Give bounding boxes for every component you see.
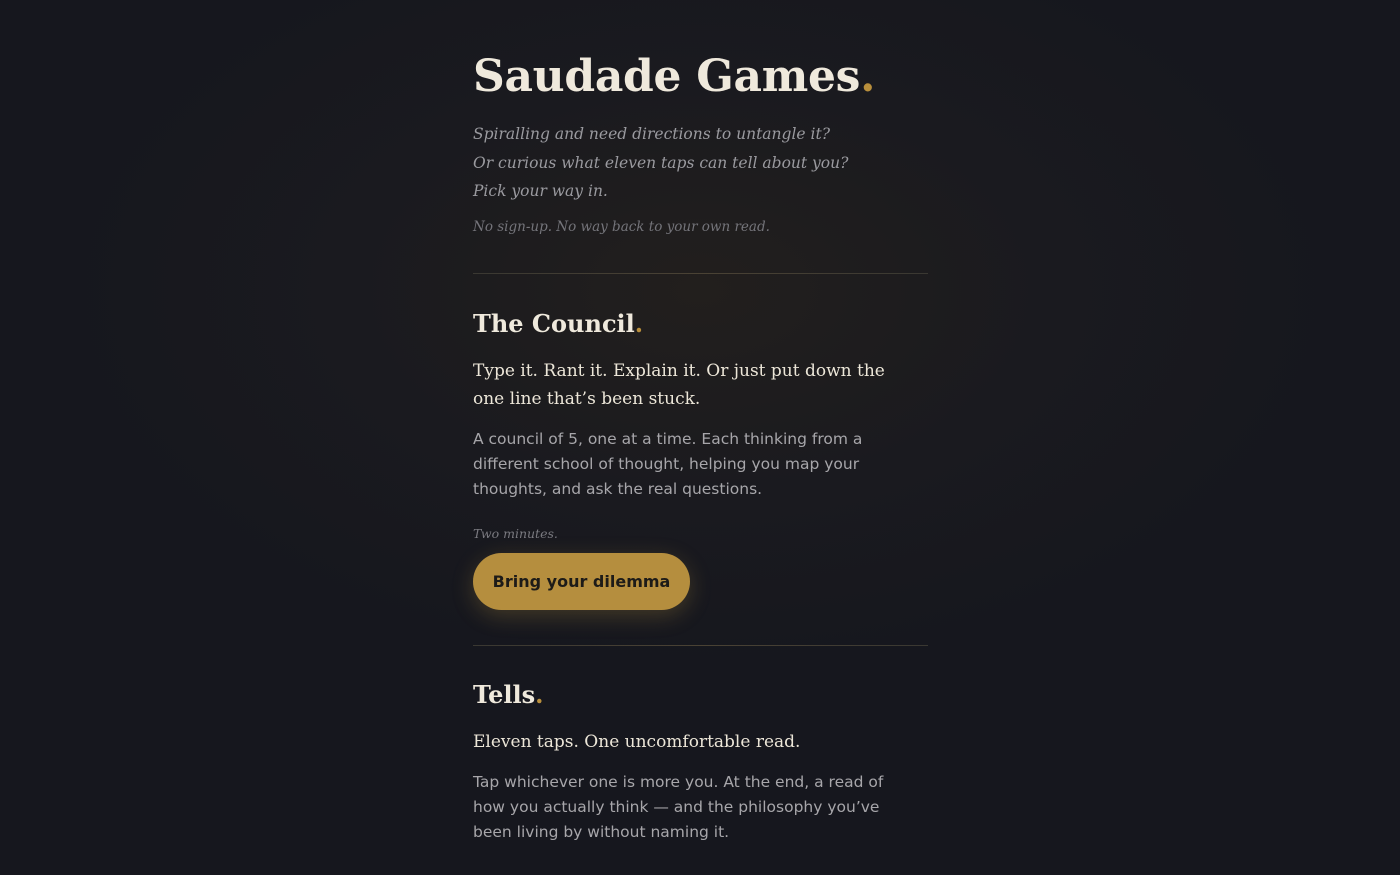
council-duration: Two minutes. [473,525,558,541]
tells-description: Tap whichever one is more you. At the end, a read of how you actually think — and the philosophy you’ve been living by without naming it. [473,772,884,841]
section-divider [473,645,928,646]
council-description: A council of 5, one at a time. Each thinking from a different school of thought, helping you map your thoughts, and ask the real questions. [473,429,863,498]
disclaimer: No sign-up. No way back to your own read. [473,218,770,235]
tagline [473,120,928,206]
council-title-text: The Council [473,308,635,338]
tells-lede: Eleven taps. One uncomfortable read. [473,731,801,752]
bring-dilemma-button[interactable]: Bring your dilemma [473,553,690,610]
tagline-line-1: Spiralling and need directions to untangle it? [473,125,831,143]
tagline-line-3: Pick your way in. [473,182,608,200]
landing-page [473,0,928,845]
site-title-text: Saudade Games [473,51,861,102]
council-section [473,309,928,610]
tells-title [473,680,928,710]
council-lede: Type it. Rant it. Explain it. Or just put down the one line that’s been stuck. [473,360,885,409]
tells-section [473,680,928,845]
title-accent-dot: . [860,51,876,102]
tagline-line-2: Or curious what eleven taps can tell about you? [473,153,849,172]
site-title [473,52,928,102]
council-title [473,309,928,339]
council-title-dot: . [634,308,644,338]
tells-title-text: Tells [473,679,536,709]
tells-title-dot: . [535,679,544,709]
site-header [473,52,928,235]
section-divider [473,273,928,274]
